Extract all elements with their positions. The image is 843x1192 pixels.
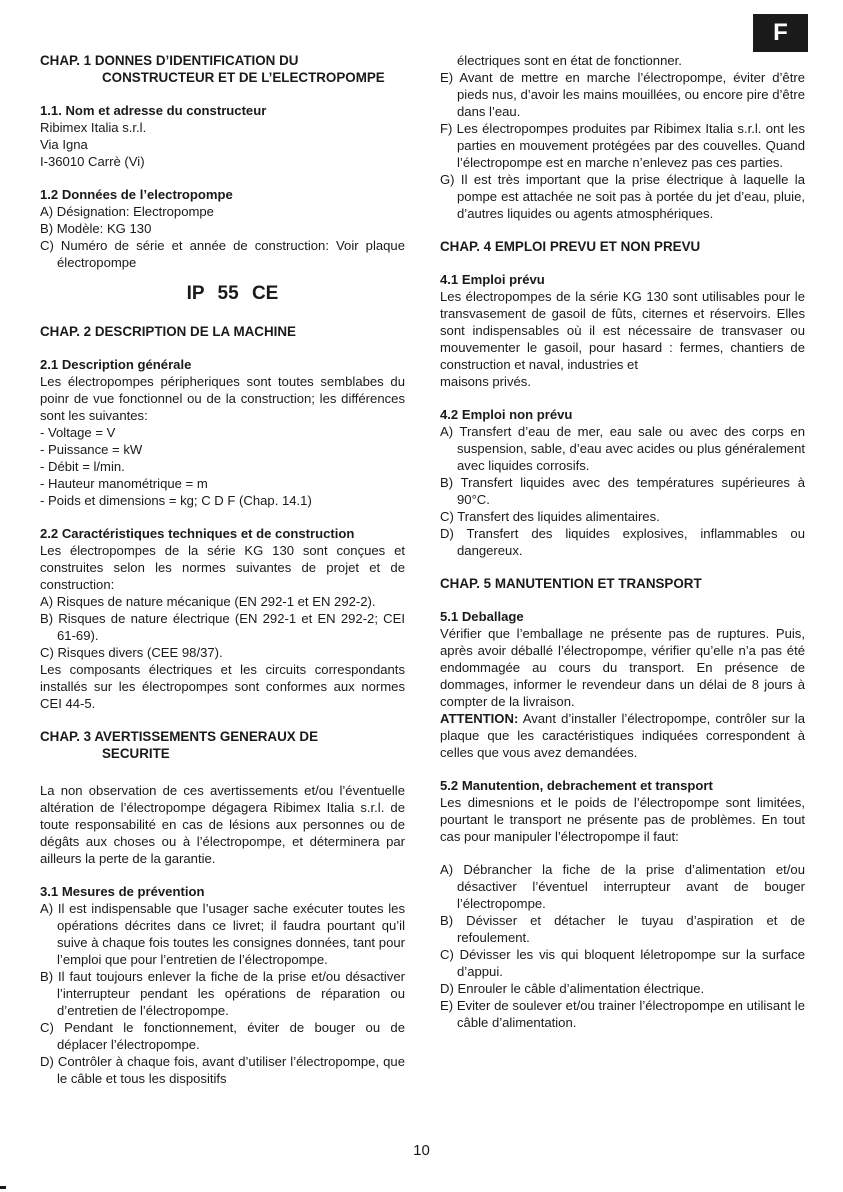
section-4-1-paragraph: Les électropompes de la série KG 130 sont utilisables pour le transvasement de gasoil de fûts, citernes et réservoirs. Elles sont indispensables où il est nécessaire de transvaser ou mouvementer le gasoil, pour hasard : fermes, chantiers de construction et naval, industries et xyxy=(440,289,805,372)
list-item: C) Dévisser les vis qui bloquent léletropompe sur la surface d’appui. xyxy=(440,947,805,979)
list-item: B) Il faut toujours enlever la fiche de la prise et/ou désactiver l’interrupteur pendant les opérations de réparation ou d’entretien de l’électropompe. xyxy=(40,969,405,1018)
address-line: Ribimex Italia s.r.l. xyxy=(40,120,147,135)
list-item: C) Transfert des liquides alimentaires. xyxy=(440,509,660,524)
left-column xyxy=(40,52,405,1087)
list-item: E) Avant de mettre en marche l’électropompe, éviter d’être pieds nus, d’avoir les mains mouillées, ou encore pire d’être dans l’eau. xyxy=(440,70,805,119)
protection-rating-title: IP 55 CE xyxy=(186,283,279,304)
section-2-1-title: 2.1 Description générale xyxy=(40,357,192,372)
chapter-1-heading-line1: CHAP. 1 DONNES D’IDENTIFICATION DU xyxy=(40,53,299,68)
section-2-2-intro: Les électropompes de la série KG 130 sont conçues et construites selon les normes suivantes de projet et de construction: xyxy=(40,543,405,592)
address-line: Via Igna xyxy=(40,137,88,152)
chapter-3-heading xyxy=(40,728,405,762)
section-4-2-title: 4.2 Emploi non prévu xyxy=(440,407,573,422)
list-item: A) Risques de nature mécanique (EN 292-1 et EN 292-2). xyxy=(40,594,376,609)
section-3-1-title: 3.1 Mesures de prévention xyxy=(40,884,205,899)
spec-list-item: - Puissance = kW xyxy=(40,442,143,457)
chapter-3-paragraph: La non observation de ces avertissements et/ou l’éventuelle altération de l’électropompe dégagera Ribimex Italia s.r.l. de toute responsabilité en cas de lésions aux personnes ou de dégâts aux choses ou à l’électropompe, et déterminera par ailleurs la perte de la garantie. xyxy=(40,783,405,866)
section-5-1-paragraph: Vérifier que l’emballage ne présente pas de ruptures. Puis, après avoir déballé l’électropompe, vérifier qu’elle n’a pas été endommagée au cours du transport. En présence de dommages, informer le revendeur dans un délai de 8 jours à compter de la livraison. xyxy=(440,626,805,709)
attention-note xyxy=(440,710,805,761)
list-item: D) Contrôler à chaque fois, avant d’utiliser l’électropompe, que le câble et tous les dispositifs xyxy=(40,1054,405,1086)
list-item: C) Risques divers (CEE 98/37). xyxy=(40,645,223,660)
section-1-2-title: 1.2 Données de l’electropompe xyxy=(40,187,233,202)
list-item: A) Débrancher la fiche de la prise d’alimentation et/ou désactiver l’éventuel interrupteur avant de bouger l’électropompe. xyxy=(440,862,805,911)
chapter-3-heading-line1: CHAP. 3 AVERTISSEMENTS GENERAUX DE xyxy=(40,729,319,744)
spec-list-item: - Débit = l/min. xyxy=(40,459,125,474)
section-2-2-title: 2.2 Caractéristiques techniques et de construction xyxy=(40,526,355,541)
spec-list-item: - Voltage = V xyxy=(40,425,116,440)
right-column xyxy=(440,52,805,1031)
section-2-1-intro: Les électropompes péripheriques sont toutes semblabes du poinr de vue fonctionnel ou de la construction; les différences sont les suivantes: xyxy=(40,374,405,423)
list-item: A) Désignation: Electropompe xyxy=(40,204,214,219)
list-item: B) Modèle: KG 130 xyxy=(40,221,152,236)
section-5-2-paragraph: Les dimesnions et le poids de l’électropompe sont limitées, pourtant le transport ne présente pas de problèmes. En tout cas pour manipuler l’électropompe il faut: xyxy=(440,795,805,844)
section-4-1-title: 4.1 Emploi prévu xyxy=(440,272,545,287)
list-item: G) Il est très important que la prise électrique à laquelle la pompe est attachée ne soit pas à portée du jet d’eau, pluie, d’autres liquides ou agents atmosphériques. xyxy=(440,172,805,221)
chapter-3-heading-line2: SECURITE xyxy=(102,746,170,761)
spec-list-item: - Poids et dimensions = kg; C D F (Chap. 14.1) xyxy=(40,493,312,508)
list-item: B) Transfert liquides avec des températures supérieures à 90°C. xyxy=(440,475,805,507)
list-item: D) Transfert des liquides explosives, inflammables ou dangereux. xyxy=(440,526,805,558)
list-item: C) Pendant le fonctionnement, éviter de bouger ou de déplacer l’électropompe. xyxy=(40,1020,405,1052)
list-item: F) Les électropompes produites par Ribimex Italia s.r.l. ont les parties en mouvement protégées par des couvelles. Quand l’électropompe est en marche n’enlevez pas ces parties. xyxy=(440,121,805,170)
attention-label: ATTENTION: xyxy=(440,711,519,726)
spec-list-item: - Hauteur manométrique = m xyxy=(40,476,208,491)
section-5-2-title: 5.2 Manutention, debrachement et transport xyxy=(440,778,713,793)
chapter-1-heading-line2: CONSTRUCTEUR ET DE L’ELECTROPOMPE xyxy=(102,70,385,85)
list-item: D) Enrouler le câble d’alimentation électrique. xyxy=(440,981,705,996)
list-item: C) Numéro de série et année de construction: Voir plaque électropompe xyxy=(40,238,405,270)
chapter-1-heading xyxy=(40,52,405,86)
section-2-2-outro: Les composants électriques et les circuits correspondants installés sur les électropompes sont conformes aux normes CEI 44-5. xyxy=(40,662,405,711)
continued-line: électriques sont en état de fonctionner. xyxy=(457,53,682,68)
list-item: B) Risques de nature électrique (EN 292-1 et EN 292-2; CEI 61-69). xyxy=(40,611,405,643)
address-line: I-36010 Carrè (Vi) xyxy=(40,154,145,169)
section-5-1-title: 5.1 Deballage xyxy=(440,609,524,624)
list-item: A) Il est indispensable que l’usager sache exécuter toutes les opérations décrites dans ce livret; il faudra pourtant qu’il suive à chaque fois toutes les consignes données, tant pour l’emploi que pour l’entretien de l’électropompe. xyxy=(40,901,405,967)
language-badge: F xyxy=(753,14,808,52)
chapter-4-heading: CHAP. 4 EMPLOI PREVU ET NON PREVU xyxy=(440,239,701,254)
list-item: A) Transfert d’eau de mer, eau sale ou avec des corps en suspension, sable, d’eau avec acides ou plus généralement avec liquides corrosifs. xyxy=(440,424,805,473)
list-item: E) Eviter de soulever et/ou trainer l’électropompe en utilisant le câble d’alimentation. xyxy=(440,998,805,1030)
chapter-5-heading: CHAP. 5 MANUTENTION ET TRANSPORT xyxy=(440,576,702,591)
chapter-2-heading: CHAP. 2 DESCRIPTION DE LA MACHINE xyxy=(40,324,296,339)
section-1-1-title: 1.1. Nom et adresse du constructeur xyxy=(40,103,267,118)
section-4-1-last-line: maisons privés. xyxy=(440,374,531,389)
page-number: 10 xyxy=(413,1142,430,1159)
list-item: B) Dévisser et détacher le tuyau d’aspiration et de refoulement. xyxy=(440,913,805,945)
corner-mark xyxy=(0,1186,6,1189)
attention-text: Avant d’installer l’électropompe, contrôler sur la plaque que les caractéristiques indiquées correspondent à celles que vous avez demandées. xyxy=(440,711,805,760)
